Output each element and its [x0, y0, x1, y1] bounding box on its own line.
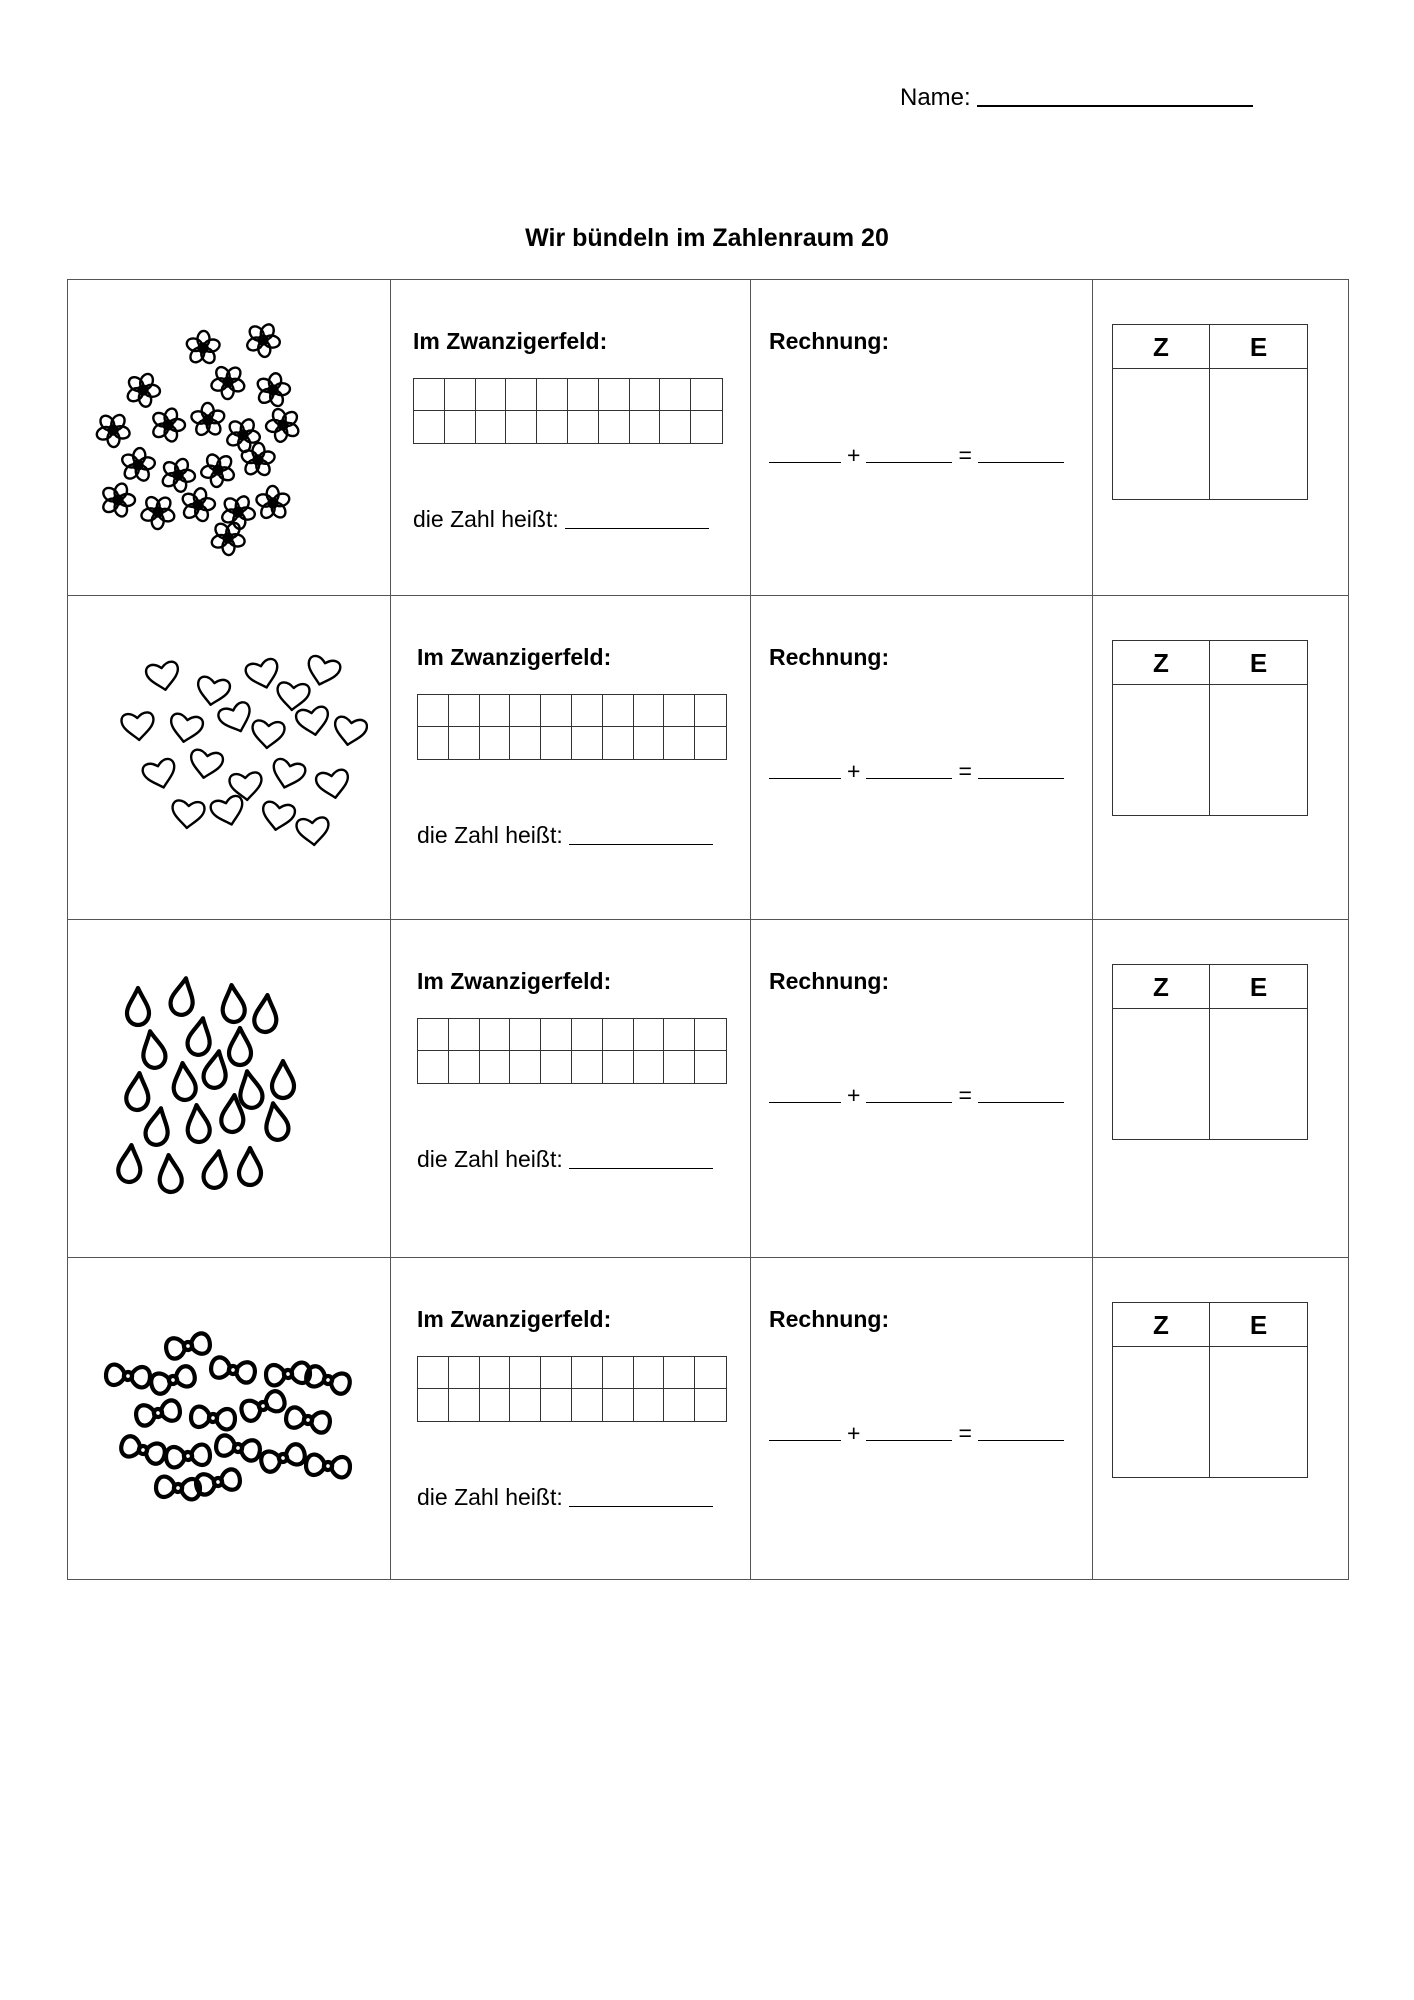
- place-value-table: [1112, 1302, 1308, 1478]
- frame-cell[interactable]: [664, 1051, 695, 1083]
- tens-box[interactable]: [1113, 1009, 1210, 1139]
- place-value-cell: [1093, 280, 1349, 596]
- name-blank[interactable]: [977, 105, 1253, 107]
- frame-cell[interactable]: [634, 727, 665, 759]
- frame-cell[interactable]: [603, 1019, 634, 1051]
- ones-box[interactable]: [1210, 685, 1307, 815]
- field-label: Im Zwanzigerfeld:: [417, 968, 612, 994]
- number-blank[interactable]: [569, 1506, 713, 1507]
- calc-label: Rechnung:: [769, 968, 890, 994]
- drop-icon: [253, 994, 278, 1033]
- heart-icon: [195, 676, 231, 708]
- place-value-cell: [1093, 920, 1349, 1258]
- heart-icon: [121, 712, 155, 741]
- frame-cell[interactable]: [449, 727, 480, 759]
- frame-cell[interactable]: [541, 1051, 572, 1083]
- number-label: die Zahl heißt:: [417, 822, 563, 848]
- picture-cell: [68, 920, 391, 1258]
- place-value-cell: [1093, 1258, 1349, 1580]
- heart-icon: [217, 701, 256, 737]
- tens-header: Z: [1113, 325, 1210, 369]
- frame-cell[interactable]: [664, 1019, 695, 1051]
- plus-sign: +: [847, 1420, 861, 1446]
- frame-cell[interactable]: [480, 1051, 511, 1083]
- frame-cell[interactable]: [603, 1051, 634, 1083]
- frame-cell[interactable]: [695, 1051, 726, 1083]
- addend-blank[interactable]: [866, 778, 952, 779]
- heart-icon: [188, 749, 224, 781]
- frame-cell[interactable]: [599, 379, 630, 411]
- flower-icon: [206, 359, 251, 405]
- frame-cell[interactable]: [480, 1357, 511, 1389]
- heart-icon: [209, 795, 247, 829]
- frame-cell[interactable]: [630, 411, 661, 443]
- frame-cell[interactable]: [695, 695, 726, 727]
- number-label: die Zahl heißt:: [413, 506, 559, 532]
- frame-cell[interactable]: [664, 727, 695, 759]
- frame-cell[interactable]: [695, 727, 726, 759]
- drop-icon: [239, 1148, 261, 1185]
- bow-icon: [265, 1362, 311, 1386]
- picture-cell: [68, 280, 391, 596]
- field-cell: [391, 596, 751, 920]
- frame-cell[interactable]: [634, 1389, 665, 1421]
- frame-cell[interactable]: [634, 1019, 665, 1051]
- frame-cell[interactable]: [445, 411, 476, 443]
- tens-box[interactable]: [1113, 1347, 1210, 1477]
- bow-icon: [210, 1356, 257, 1384]
- number-blank[interactable]: [569, 844, 713, 845]
- flower-icon: [151, 407, 185, 443]
- flower-icon: [136, 489, 181, 535]
- frame-cell[interactable]: [476, 379, 507, 411]
- exercise-table: [67, 279, 1349, 1580]
- calc-equation[interactable]: [769, 1420, 1064, 1447]
- frame-cell[interactable]: [695, 1357, 726, 1389]
- frame-cell[interactable]: [572, 695, 603, 727]
- number-label: die Zahl heißt:: [417, 1484, 563, 1510]
- bow-icon: [135, 1399, 182, 1427]
- frame-cell[interactable]: [664, 1389, 695, 1421]
- flower-icon: [254, 371, 291, 410]
- frame-cell[interactable]: [537, 379, 568, 411]
- frame-cell[interactable]: [445, 379, 476, 411]
- heart-icon: [141, 758, 179, 792]
- calc-label: Rechnung:: [769, 1306, 890, 1332]
- calc-equation[interactable]: [769, 1082, 1064, 1109]
- calc-label: Rechnung:: [769, 644, 890, 670]
- tens-box[interactable]: [1113, 685, 1210, 815]
- drop-icon: [221, 984, 246, 1023]
- twenty-frame[interactable]: [417, 694, 727, 760]
- number-answer[interactable]: [417, 822, 713, 849]
- frame-cell[interactable]: [568, 411, 599, 443]
- heart-icon: [295, 706, 331, 738]
- exercise-row: [68, 920, 1349, 1258]
- frame-cell[interactable]: [572, 1051, 603, 1083]
- equals-sign: =: [958, 1082, 972, 1108]
- frame-cell[interactable]: [603, 1357, 634, 1389]
- worksheet-title: Wir bündeln im Zahlenraum 20: [525, 224, 889, 252]
- drop-icon: [186, 1104, 211, 1143]
- frame-cell[interactable]: [510, 1357, 541, 1389]
- frame-cell[interactable]: [572, 1019, 603, 1051]
- bow-icon: [119, 1434, 167, 1465]
- flower-icon: [186, 397, 231, 443]
- drop-icon: [236, 1069, 264, 1109]
- frame-cell[interactable]: [691, 411, 722, 443]
- bow-icon: [105, 1364, 151, 1388]
- drop-icon: [139, 1029, 167, 1069]
- frame-cell[interactable]: [695, 1389, 726, 1421]
- frame-cell[interactable]: [418, 1389, 449, 1421]
- drop-icon: [169, 976, 197, 1016]
- frame-cell[interactable]: [476, 411, 507, 443]
- flower-icon: [243, 319, 283, 361]
- frame-cell[interactable]: [414, 379, 445, 411]
- addend-blank[interactable]: [769, 1440, 841, 1441]
- ones-header: E: [1210, 325, 1307, 369]
- exercise-row: [68, 1258, 1349, 1580]
- bow-icon: [239, 1389, 287, 1423]
- frame-cell[interactable]: [510, 1389, 541, 1421]
- addend-blank[interactable]: [769, 778, 841, 779]
- frame-cell[interactable]: [664, 695, 695, 727]
- number-label: die Zahl heißt:: [417, 1146, 563, 1172]
- flower-icon: [251, 480, 296, 526]
- frame-cell[interactable]: [414, 411, 445, 443]
- frame-cell[interactable]: [449, 1357, 480, 1389]
- addend-blank[interactable]: [866, 462, 952, 463]
- bow-icon: [215, 1434, 262, 1462]
- flower-icon: [195, 446, 241, 493]
- plus-sign: +: [847, 1082, 861, 1108]
- bow-icon: [165, 1332, 212, 1360]
- frame-cell[interactable]: [541, 1019, 572, 1051]
- heart-icon: [276, 682, 310, 711]
- heart-icon: [332, 716, 368, 748]
- field-cell: [391, 1258, 751, 1580]
- bow-icon: [305, 1454, 351, 1478]
- frame-cell[interactable]: [418, 1019, 449, 1051]
- number-answer[interactable]: [413, 506, 709, 533]
- frame-cell[interactable]: [603, 695, 634, 727]
- frame-cell[interactable]: [510, 727, 541, 759]
- frame-cell[interactable]: [418, 1357, 449, 1389]
- calc-cell: [751, 596, 1093, 920]
- exercise-row: [68, 280, 1349, 596]
- calc-equation[interactable]: [769, 442, 1064, 469]
- calc-cell: [751, 280, 1093, 596]
- addend-blank[interactable]: [866, 1102, 952, 1103]
- drop-icon: [127, 988, 149, 1025]
- frame-cell[interactable]: [603, 1389, 634, 1421]
- frame-cell[interactable]: [510, 1019, 541, 1051]
- calc-equation[interactable]: [769, 758, 1064, 785]
- drop-icon: [144, 1106, 172, 1146]
- drop-icon: [202, 1149, 230, 1189]
- twenty-frame[interactable]: [413, 378, 723, 444]
- field-label: Im Zwanzigerfeld:: [417, 1306, 612, 1332]
- frame-cell[interactable]: [660, 411, 691, 443]
- frame-cell[interactable]: [599, 411, 630, 443]
- heart-icon: [269, 758, 307, 792]
- bows-icon: [88, 1278, 368, 1558]
- flower-icon: [124, 370, 161, 409]
- frame-cell[interactable]: [418, 695, 449, 727]
- bow-icon: [285, 1406, 332, 1434]
- flower-icon: [218, 491, 258, 533]
- frame-cell[interactable]: [630, 379, 661, 411]
- ones-box[interactable]: [1210, 1347, 1307, 1477]
- bow-icon: [190, 1406, 236, 1430]
- flower-icon: [182, 326, 224, 370]
- twenty-frame[interactable]: [417, 1018, 727, 1084]
- frame-cell[interactable]: [480, 1389, 511, 1421]
- place-value-cell: [1093, 596, 1349, 920]
- heart-icon: [168, 713, 204, 745]
- field-cell: [391, 920, 751, 1258]
- heart-icon: [145, 661, 181, 693]
- frame-cell[interactable]: [449, 1019, 480, 1051]
- frame-cell[interactable]: [506, 411, 537, 443]
- frame-cell[interactable]: [664, 1357, 695, 1389]
- frame-cell[interactable]: [541, 727, 572, 759]
- heart-icon: [304, 655, 342, 689]
- bow-icon: [155, 1476, 201, 1500]
- place-value-table: [1112, 964, 1308, 1140]
- flower-icon: [101, 482, 135, 518]
- drop-icon: [272, 1061, 294, 1098]
- ones-header: E: [1210, 965, 1307, 1009]
- calc-cell: [751, 920, 1093, 1258]
- twenty-frame[interactable]: [417, 1356, 727, 1422]
- heart-icon: [244, 658, 282, 692]
- frame-cell[interactable]: [572, 727, 603, 759]
- picture-cell: [68, 1258, 391, 1580]
- number-answer[interactable]: [417, 1484, 713, 1511]
- frame-cell[interactable]: [541, 695, 572, 727]
- equals-sign: =: [958, 442, 972, 468]
- frame-cell[interactable]: [418, 1051, 449, 1083]
- flower-icon: [118, 444, 158, 486]
- plus-sign: +: [847, 442, 861, 468]
- calc-cell: [751, 1258, 1093, 1580]
- frame-cell[interactable]: [695, 1019, 726, 1051]
- drop-icon: [186, 1016, 214, 1056]
- drop-icon: [262, 1101, 290, 1141]
- sum-blank[interactable]: [978, 1102, 1064, 1103]
- frame-cell[interactable]: [634, 1051, 665, 1083]
- flowers-icon: [88, 300, 368, 580]
- name-field[interactable]: [900, 84, 1253, 112]
- frame-cell[interactable]: [418, 727, 449, 759]
- drops-icon: [88, 940, 368, 1220]
- frame-cell[interactable]: [510, 1051, 541, 1083]
- flower-icon: [223, 414, 263, 456]
- flower-icon: [259, 401, 307, 449]
- addend-blank[interactable]: [769, 462, 841, 463]
- plus-sign: +: [847, 758, 861, 784]
- heart-icon: [171, 800, 205, 829]
- frame-cell[interactable]: [510, 695, 541, 727]
- sum-blank[interactable]: [978, 1440, 1064, 1441]
- place-value-table: [1112, 640, 1308, 816]
- frame-cell[interactable]: [603, 727, 634, 759]
- frame-cell[interactable]: [691, 379, 722, 411]
- place-value-table: [1112, 324, 1308, 500]
- drop-icon: [125, 1072, 150, 1111]
- bow-icon: [304, 1364, 352, 1395]
- tens-header: Z: [1113, 641, 1210, 685]
- drop-icon: [202, 1049, 230, 1089]
- bow-icon: [165, 1444, 211, 1468]
- frame-cell[interactable]: [568, 379, 599, 411]
- number-answer[interactable]: [417, 1146, 713, 1173]
- sum-blank[interactable]: [978, 462, 1064, 463]
- frame-cell[interactable]: [572, 1389, 603, 1421]
- flower-icon: [159, 455, 196, 494]
- ones-header: E: [1210, 641, 1307, 685]
- frame-cell[interactable]: [634, 695, 665, 727]
- frame-cell[interactable]: [480, 1019, 511, 1051]
- ones-header: E: [1210, 1303, 1307, 1347]
- ones-box[interactable]: [1210, 1009, 1307, 1139]
- frame-cell[interactable]: [480, 695, 511, 727]
- calc-label: Rechnung:: [769, 328, 890, 354]
- frame-cell[interactable]: [660, 379, 691, 411]
- bow-icon: [149, 1364, 197, 1395]
- hearts-icon: [88, 616, 368, 896]
- number-blank[interactable]: [565, 528, 709, 529]
- drop-icon: [158, 1154, 183, 1193]
- sum-blank[interactable]: [978, 778, 1064, 779]
- tens-header: Z: [1113, 1303, 1210, 1347]
- bow-icon: [259, 1442, 307, 1473]
- frame-cell[interactable]: [449, 695, 480, 727]
- heart-icon: [251, 720, 285, 749]
- frame-cell[interactable]: [449, 1389, 480, 1421]
- field-label: Im Zwanzigerfeld:: [417, 644, 612, 670]
- picture-cell: [68, 596, 391, 920]
- field-cell: [391, 280, 751, 596]
- drop-icon: [229, 1028, 251, 1065]
- number-blank[interactable]: [569, 1168, 713, 1169]
- drop-icon: [172, 1062, 197, 1101]
- heart-icon: [315, 769, 351, 801]
- frame-cell[interactable]: [537, 411, 568, 443]
- tens-header: Z: [1113, 965, 1210, 1009]
- frame-cell[interactable]: [449, 1051, 480, 1083]
- heart-icon: [296, 817, 330, 846]
- equals-sign: =: [958, 758, 972, 784]
- equals-sign: =: [958, 1420, 972, 1446]
- name-label: Name:: [900, 84, 971, 111]
- heart-icon: [260, 801, 296, 833]
- frame-cell[interactable]: [506, 379, 537, 411]
- frame-cell[interactable]: [572, 1357, 603, 1389]
- frame-cell[interactable]: [634, 1357, 665, 1389]
- drop-icon: [117, 1144, 142, 1183]
- frame-cell[interactable]: [480, 727, 511, 759]
- flower-icon: [92, 408, 134, 452]
- flower-icon: [237, 438, 279, 482]
- exercise-row: [68, 596, 1349, 920]
- tens-box[interactable]: [1113, 369, 1210, 499]
- ones-box[interactable]: [1210, 369, 1307, 499]
- frame-cell[interactable]: [541, 1357, 572, 1389]
- addend-blank[interactable]: [769, 1102, 841, 1103]
- frame-cell[interactable]: [541, 1389, 572, 1421]
- addend-blank[interactable]: [866, 1440, 952, 1441]
- field-label: Im Zwanzigerfeld:: [413, 328, 608, 354]
